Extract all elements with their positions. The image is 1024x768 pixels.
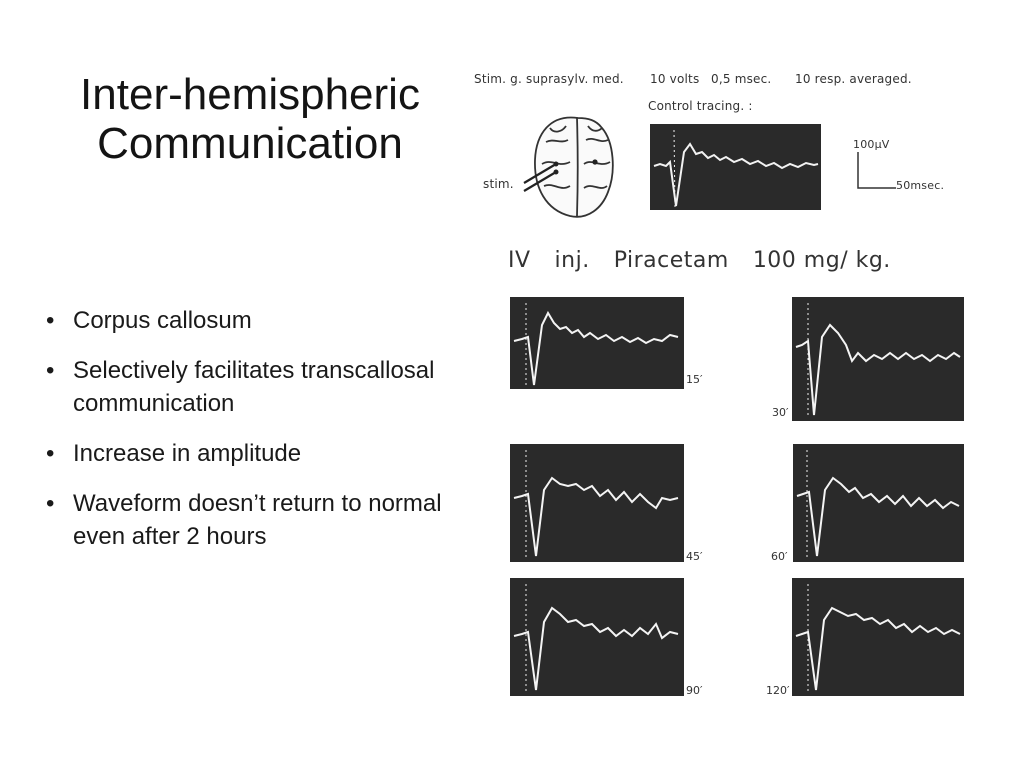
injection-route: IV	[508, 248, 531, 273]
title-line-1: Inter-hemispheric	[80, 70, 420, 119]
trace-panel-120	[792, 578, 964, 696]
trace-panel-30	[792, 297, 964, 421]
bullet-list	[46, 304, 466, 570]
bullet-item: • Increase in amplitude	[46, 437, 466, 470]
brain-diagram	[480, 112, 635, 224]
time-label-90: 90′	[686, 684, 703, 697]
slide-title	[40, 70, 460, 168]
stim-header: Stim. g. suprasylv. med.	[474, 72, 624, 86]
bullet-item: • Waveform doesn’t return to normal even after 2 hours	[46, 487, 466, 553]
trace-panel-90	[510, 578, 684, 696]
time-label-30: 30′	[772, 406, 789, 419]
injection-word: inj.	[554, 248, 590, 273]
scale-bar-icon	[856, 150, 900, 192]
responses-averaged: 10 resp. averaged.	[795, 72, 912, 86]
control-tracing-panel	[650, 124, 821, 210]
trace-panel-45	[510, 444, 684, 562]
injection-caption	[508, 248, 891, 273]
trace-panel-60	[793, 444, 964, 562]
scale-time: 50msec.	[896, 179, 945, 192]
drug-dose: 100 mg/ kg.	[752, 248, 891, 273]
control-tracing-label: Control tracing. :	[648, 99, 753, 113]
drug-name: Piracetam	[613, 248, 729, 273]
time-label-120: 120′	[766, 684, 790, 697]
title-line-2: Communication	[97, 119, 403, 168]
stim-electrode-label: stim.	[483, 177, 514, 191]
trace-panel-15	[510, 297, 684, 389]
time-label-60: 60′	[771, 550, 788, 563]
stim-volts: 10 volts	[650, 72, 700, 86]
time-label-15: 15′	[686, 373, 703, 386]
bullet-item: • Selectively facilitates transcallosal communication	[46, 354, 466, 420]
bullet-item: • Corpus callosum	[46, 304, 466, 337]
stim-duration: 0,5 msec.	[711, 72, 772, 86]
time-label-45: 45′	[686, 550, 703, 563]
scale-voltage: 100µV	[853, 138, 890, 151]
